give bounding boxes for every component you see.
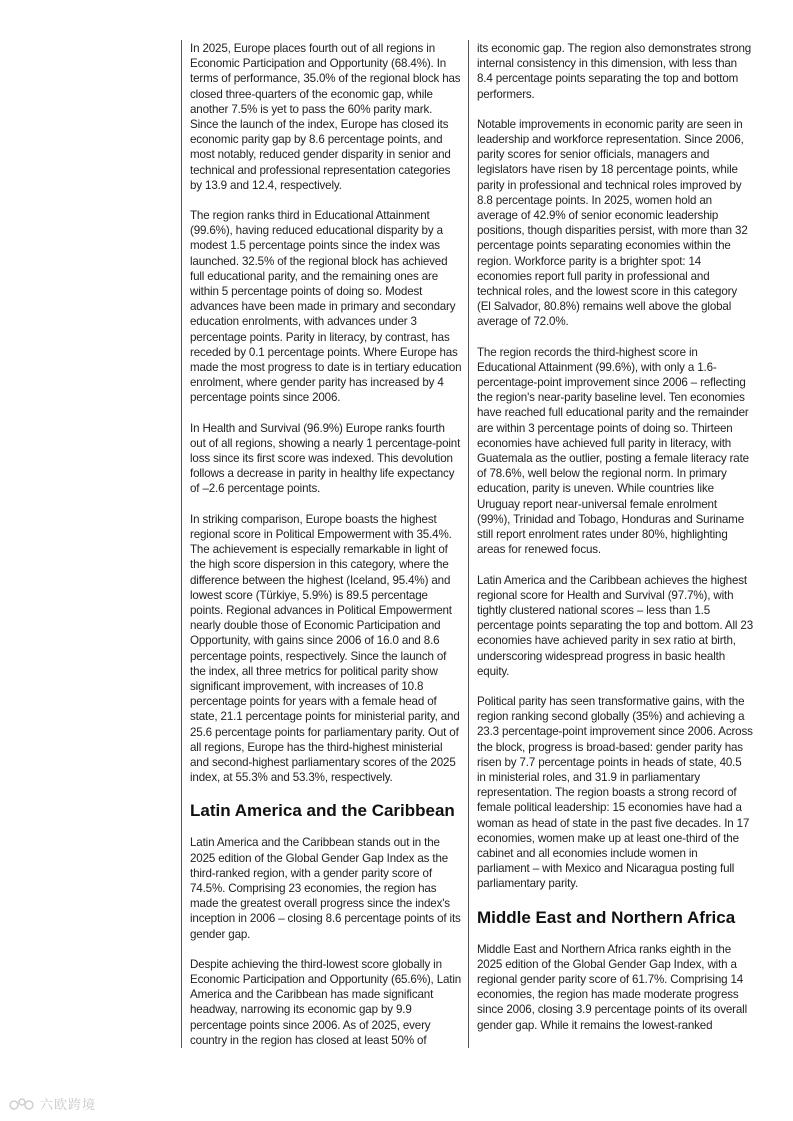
paragraph: Despite achieving the third-lowest score globally in Economic Participation and Opportunity (65.6%), Latin America and the Caribbean has made significant headway, narrowing its economic gap by 9.9 percentage points since 2006. As of 2025, every country in the region has closed at least 50% of <box>190 957 462 1047</box>
left-text-column <box>181 40 462 1048</box>
paragraph: The region ranks third in Educational Attainment (99.6%), having reduced educational disparity by a modest 1.5 percentage points since the index was launched. 32.5% of the regional block has achieved full educational parity, and the remaining ones are within 5 percentage points of doing so. Modest advances have been made in primary and secondary education enrolments, with advances under 3 percentage points. Parity in literacy, by contrast, has receded by 0.1 percentage points. Where Europe has made the most progress to date is in tertiary education enrolment, where gender parity has increased by 4 percentage points since 2006. <box>190 209 462 405</box>
section-heading-latin-america: Latin America and the Caribbean <box>190 801 455 821</box>
paragraph: Political parity has seen transformative gains, with the region ranking second globally (35%) and achieving a 23.3 percentage-point improvement since 2006. Across the block, progress is broad-based: gender parity has risen by 7.7 percentage points in heads of state, 40.5 in ministerial roles, and 31.9 in parliamentary representation. The region boasts a strong record of female political leadership: 15 economies have had a woman as head of state in the past five decades. In 17 economies, women make up at least one-third of the cabinet and all economies include women in parliament – with Mexico and Nicaragua posting full parliamentary parity. <box>477 694 753 891</box>
paragraph: In striking comparison, Europe boasts the highest regional score in Political Empowerment with 35.4%. The achievement is especially remarkable in light of the high score dispersion in this category, where the difference between the highest (Iceland, 95.4%) and lowest score (Türkiye, 5.9%) is 89.5 percentage points. Regional advances in Political Empowerment nearly double those of Economic Participation and Opportunity, with gains since 2006 of 16.0 and 8.6 percentage points, respectively. Since the launch of the index, all three metrics for political parity show significant improvement, with increases of 10.8 percentage points for years with a female head of state, 21.1 percentage points for ministerial parity, and 25.6 percentage points for parliamentary parity. Out of all regions, Europe has the third-highest ministerial and second-highest parliamentary scores of the 2025 index, at 55.3% and 53.3%, respectively. <box>190 512 460 785</box>
paragraph: Latin America and the Caribbean achieves the highest regional score for Health and Survival (97.7%), with tightly clustered national scores – less than 1.5 percentage points separating the top and bottom. All 23 economies have achieved parity in sex ratio at birth, underscoring widespread progress in basic health equity. <box>477 573 753 678</box>
right-text-column <box>468 40 753 1048</box>
watermark-text: 六欧跨境 <box>40 1097 97 1112</box>
paragraph: Middle East and Northern Africa ranks eighth in the 2025 edition of the Global Gender Gap Index, with a regional gender parity score of 61.7%. Comprising 14 economies, the region has made moderate progress since 2006, closing 3.9 percentage points of its overall gender gap. While it remains the lowest-ranked <box>477 942 748 1032</box>
section-heading-middle-east: Middle East and Northern Africa <box>477 907 736 927</box>
paragraph: Latin America and the Caribbean stands out in the 2025 edition of the Global Gender Gap Index as the third-ranked region, with a gender parity score of 74.5%. Comprising 23 economies, the region has made the greatest overall progress since the index's inception in 2006 – closing 8.6 percentage points of its gender gap. <box>190 836 461 941</box>
watermark-logo-icon <box>8 1096 36 1112</box>
paragraph: The region records the third-highest score in Educational Attainment (99.6%), with only a 1.6-percentage-point improvement since 2006 – reflecting the region's near-parity baseline level. Ten economies have reached full educational parity and the remainder are within 3 percentage points of doing so. Thirteen economies have achieved full parity in literacy, with Guatemala as the outlier, posting a female literacy rate of 78.6%, well below the regional norm. In primary education, parity is uneven. While countries like Uruguay report near-universal female enrolment (99%), Trinidad and Tobago, Honduras and Suriname still report enrolment rates under 80%, highlighting areas for renewed focus. <box>477 345 749 557</box>
watermark <box>8 1094 96 1113</box>
paragraph: Notable improvements in economic parity are seen in leadership and workforce representation. Since 2006, parity scores for senior officials, managers and legislators have risen by 18 percentage points, while parity in professional and technical roles improved by 8.8 percentage points. In 2025, women hold an average of 42.9% of senior economic leadership positions, though disparities persist, with more than 32 percentage points separating economies within the region. Workforce parity is a brighter spot: 14 economies report full parity in professional and technical roles, and the lowest score in this category (El Salvador, 80.8%) remains well above the global average of 72.0%. <box>477 117 748 329</box>
paragraph: In 2025, Europe places fourth out of all regions in Economic Participation and Opportunity (68.4%). In terms of performance, 35.0% of the regional block has closed three-quarters of the economic gap, while another 7.5% is yet to pass the 60% parity mark. Since the launch of the index, Europe has closed its economic parity gap by 8.6 percentage points, and most notably, reduced gender disparity in senior and technical and professional representation categories by 13.9 and 12.4, respectively. <box>190 42 461 192</box>
paragraph: In Health and Survival (96.9%) Europe ranks fourth out of all regions, showing a nearly 1 percentage-point loss since its first score was indexed. This devolution follows a decrease in parity in healthy life expectancy of –2.6 percentage points. <box>190 421 461 496</box>
paragraph: its economic gap. The region also demonstrates strong internal consistency in this dimension, with less than 8.4 percentage points separating the top and bottom performers. <box>477 42 752 101</box>
